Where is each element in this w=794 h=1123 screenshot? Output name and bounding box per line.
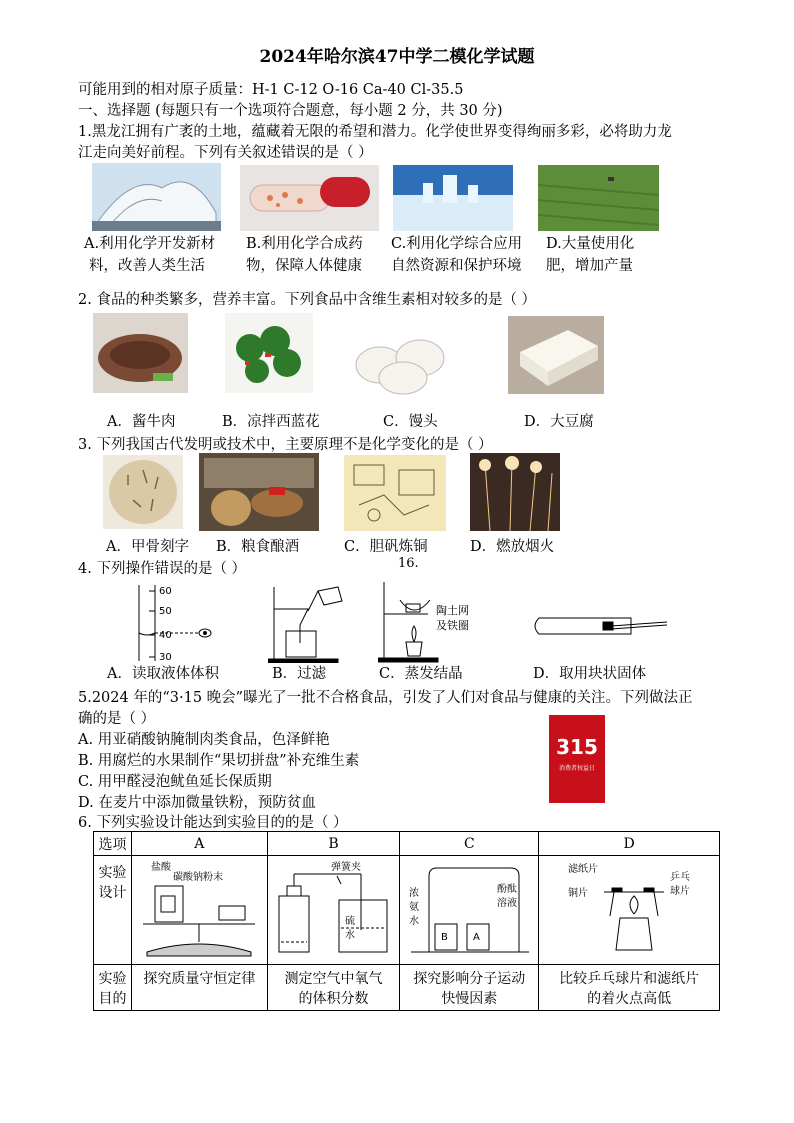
- header-c: C: [400, 832, 539, 856]
- q1-stem-line1: 1.黑龙江拥有广袤的土地，蕴藏着无限的希望和潜力。化学使世界变得绚丽多彩，必将助力龙: [78, 124, 672, 140]
- svg-text:球片: 球片: [670, 886, 691, 897]
- svg-text:B: B: [441, 932, 449, 943]
- svg-text:乒乓: 乒乓: [670, 872, 691, 883]
- q2-option-c: C．馒头: [383, 414, 438, 430]
- q3-option-b: B．粮食酿酒: [216, 539, 300, 555]
- q2-option-a: A．酱牛肉: [107, 414, 176, 430]
- header-b: B: [267, 832, 400, 856]
- q3-image-oracle-bone: [103, 455, 183, 529]
- svg-text:氨: 氨: [409, 902, 420, 913]
- tick-40: 40: [159, 630, 172, 641]
- q2-image-mantou: [345, 320, 465, 398]
- section-heading: 一、选择题 (每题只有一个选项符合题意，每小题 2 分，共 30 分): [78, 103, 503, 119]
- q4-image-evaporation: [378, 580, 440, 664]
- q4-stem: 4. 下列操作错误的是（ ）: [78, 561, 247, 577]
- svg-text:酚酞: 酚酞: [497, 884, 518, 895]
- q1-option-c: C.利用化学综合应用 自然资源和保护环境: [391, 236, 523, 274]
- q3-option-a: A．甲骨刻字: [106, 539, 189, 555]
- q2-option-b: B．凉拌西蓝花: [222, 414, 320, 430]
- q1-image-c-ice-city: [393, 165, 513, 231]
- q4-image-cylinder: [133, 583, 218, 663]
- svg-text:A: A: [473, 932, 481, 943]
- q1-image-a-building: [92, 163, 221, 231]
- q5-option-a: A. 用亚硝酸钠腌制肉类食品，色泽鲜艳: [78, 732, 330, 748]
- header-d: D: [539, 832, 720, 856]
- svg-text:水: 水: [344, 930, 355, 941]
- header-a: A: [132, 832, 268, 856]
- poster-caption: 消费者权益日: [558, 765, 595, 772]
- net-label: 陶土网 及铁圈: [436, 604, 469, 632]
- q3-image-copper-smelting: [344, 455, 446, 531]
- design-d-ignition: [539, 856, 720, 965]
- q4-option-d: D．取用块状固体: [533, 666, 647, 682]
- q2-stem: 2. 食品的种类繁多，营养丰富。下列食品中含维生素相对较多的是（ ）: [78, 292, 537, 308]
- q1-image-b-capsule: [240, 165, 379, 231]
- q1-stem-line2: 江走向美好前程。下列有关叙述错误的是（ ）: [78, 145, 373, 161]
- svg-text:弹簧夹: 弹簧夹: [330, 862, 361, 873]
- q3-image-brewing: [199, 453, 319, 531]
- design-b-oxygen: [267, 856, 400, 965]
- q5-stem-line1: 5.2024 年的“3·15 晚会”曝光了一批不合格食品，引发了人们对食品与健康的关注。下列做法正: [78, 690, 693, 706]
- q5-image-315-poster: [549, 715, 605, 803]
- tick-50: 50: [159, 606, 172, 617]
- q1-option-a: A.利用化学开发新材 料，改善人类生活: [84, 236, 216, 274]
- q4-option-a: A．读取液体体积: [107, 666, 219, 682]
- svg-text:浓: 浓: [409, 888, 420, 899]
- design-a-balance: [132, 856, 268, 965]
- design-row-label: 实验 设计: [94, 856, 132, 965]
- poster-number: 315: [556, 735, 598, 759]
- q1-image-d-farmland: [538, 165, 659, 231]
- svg-text:硫: 硫: [344, 916, 355, 927]
- q5-stem-line2: 确的是（ ）: [78, 711, 156, 727]
- svg-text:滤纸片: 滤纸片: [568, 864, 599, 875]
- q3-option-c: C．胆矾炼铜: [344, 539, 428, 555]
- atomic-masses: 可能用到的相对原子质量：H-1 C-12 O-16 Ca-40 Cl-35.5: [78, 82, 464, 98]
- table-design-row: [94, 856, 720, 965]
- q5-option-d: D. 在麦片中添加微量铁粉，预防贫血: [78, 795, 316, 811]
- q5-option-c: C. 用甲醛浸泡鱿鱼延长保质期: [78, 774, 272, 790]
- svg-text:铜片: 铜片: [568, 888, 589, 899]
- page-title: 2024年哈尔滨47中学二模化学试题: [259, 47, 535, 67]
- goal-c: 探究影响分子运动 快慢因素: [400, 965, 539, 1011]
- q3-stem: 3. 下列我国古代发明或技术中，主要原理不是化学变化的是（ ）: [78, 437, 493, 453]
- q6-experiment-table: [93, 831, 720, 1011]
- q4-option-c: C．蒸发结晶: [379, 666, 463, 682]
- q5-option-b: B. 用腐烂的水果制作“果切拼盘”补充维生素: [78, 753, 360, 769]
- q2-image-broccoli: [225, 313, 313, 393]
- tick-60: 60: [159, 586, 172, 597]
- table-goal-row: [94, 965, 720, 1011]
- q3-image-fireworks: [470, 453, 560, 531]
- q1-option-d: D.大量使用化 肥，增加产量: [546, 236, 635, 274]
- goal-b: 测定空气中氧气 的体积分数: [267, 965, 400, 1011]
- svg-text:碳酸钠粉末: 碳酸钠粉末: [173, 872, 224, 883]
- q4-image-filtration: [268, 583, 353, 663]
- svg-text:溶液: 溶液: [497, 898, 518, 909]
- q4-image-test-tube: [531, 612, 671, 640]
- goal-a: 探究质量守恒定律: [132, 965, 268, 1011]
- table-header-row: [94, 832, 720, 856]
- svg-text:盐酸: 盐酸: [151, 862, 172, 873]
- design-c-molecules: [400, 856, 539, 965]
- q4-option-b: B．过滤: [272, 666, 327, 682]
- svg-text:水: 水: [409, 916, 420, 927]
- q2-option-d: D．大豆腐: [524, 414, 594, 430]
- q3-option-d: D．燃放烟火: [470, 539, 555, 555]
- stray-number: 16.: [398, 556, 419, 571]
- goal-row-label: 实验 目的: [94, 965, 132, 1011]
- header-option: 选项: [94, 832, 132, 856]
- q2-image-beef: [93, 313, 188, 393]
- tick-30: 30: [159, 652, 172, 663]
- q2-image-tofu: [508, 316, 604, 394]
- q6-stem: 6. 下列实验设计能达到实验目的的是（ ）: [78, 815, 348, 831]
- goal-d: 比较乒乓球片和滤纸片 的着火点高低: [539, 965, 720, 1011]
- q1-option-b: B.利用化学合成药 物，保障人体健康: [246, 236, 363, 274]
